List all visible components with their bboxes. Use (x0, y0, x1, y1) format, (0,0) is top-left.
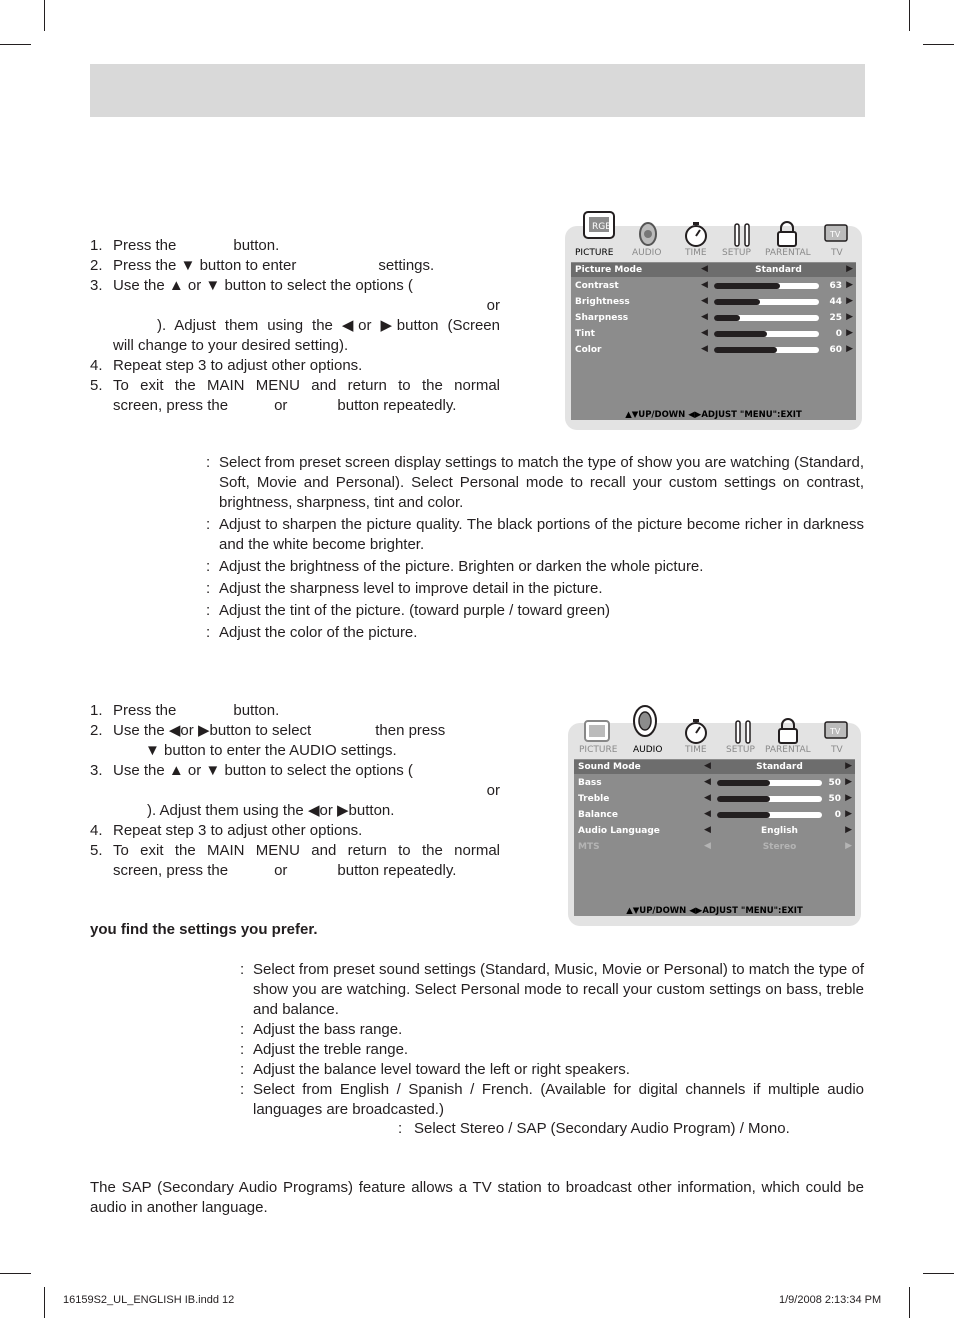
down-arrow-icon: ▼ (145, 742, 160, 759)
down-arrow-icon: ▼ (180, 257, 196, 274)
menu-row-sharpness[interactable] (571, 311, 856, 325)
step-text: button. (233, 237, 280, 254)
step-text: Press the (113, 237, 177, 254)
step-5 (90, 376, 500, 416)
lock-icon (772, 218, 802, 250)
right-arrow-icon[interactable]: ▶ (845, 809, 852, 819)
speaker-icon (628, 703, 662, 739)
slider-fill (717, 796, 770, 802)
right-arrow-icon[interactable]: ▶ (846, 296, 853, 306)
menu-row-label: Color (575, 345, 602, 355)
slider-track[interactable] (714, 331, 819, 337)
menu-row-balance[interactable] (574, 808, 855, 822)
right-arrow-icon[interactable]: ▶ (845, 825, 852, 835)
menu-row-label: MTS (578, 842, 600, 852)
tab-setup[interactable]: SETUP (726, 745, 755, 755)
description-row: : Adjust the bass range. (240, 1020, 864, 1040)
left-arrow-icon[interactable]: ◀ (701, 312, 708, 322)
menu-row-picture-mode[interactable] (571, 263, 856, 277)
left-arrow-icon[interactable]: ◀ (701, 344, 708, 354)
menu-row-value: 0 (835, 329, 842, 339)
step-text: then press (375, 722, 446, 739)
up-arrow-icon: ▲ (168, 277, 184, 294)
right-arrow-icon[interactable]: ▶ (846, 264, 853, 274)
menu-screen (571, 262, 856, 420)
step-text: or (274, 397, 288, 414)
step-text: Use the (113, 277, 165, 294)
step-number: 5. (90, 377, 103, 394)
menu-row-sound-mode[interactable] (574, 760, 855, 774)
tab-time[interactable]: TIME (685, 248, 707, 258)
description-text: Adjust the color of the picture. (219, 624, 418, 641)
description-row: : Adjust to sharpen the picture quality. The black portions of the picture become richer in darkness and the white become brighter. (206, 516, 864, 553)
slider-fill (714, 331, 767, 337)
right-arrow-icon[interactable]: ▶ (845, 761, 852, 771)
slider-track[interactable] (714, 347, 819, 353)
tab-audio[interactable]: AUDIO (632, 248, 662, 258)
description-text: Adjust the sharpness level to improve detail in the picture. (219, 580, 603, 597)
menu-row-value: 63 (829, 281, 842, 291)
step-text: button to select the options ( (224, 762, 413, 779)
description-text: Select from preset screen display settings to match the type of show you are watching (Standard, Soft, Movie and Personal). Select Personal mode to recall your custom settings on contrast, brightness, sharpness, tint and color. (219, 454, 864, 511)
menu-row-label: Sound Mode (578, 762, 641, 772)
step-number: 5. (90, 842, 103, 859)
menu-row-value: 50 (828, 778, 841, 788)
menu-row-label: Treble (578, 794, 610, 804)
step-1 (90, 236, 500, 256)
step-text: Repeat step 3 to adjust other options. (113, 822, 363, 839)
slider-track[interactable] (714, 315, 819, 321)
menu-row-value: 0 (834, 810, 841, 820)
down-arrow-icon: ▼ (205, 762, 221, 779)
description-text: Adjust the brightness of the picture. Brighten or darken the whole picture. (219, 558, 704, 575)
crop-mark (44, 1287, 45, 1318)
description-row: : Select from preset screen display settings to match the type of show you are watching (Standard, Soft, Movie and Personal). Select Personal mode to recall your custom settings on contrast, brightness, sharpness, tint and color. (206, 454, 864, 511)
description-row: : Adjust the balance level toward the left or right speakers. (240, 1060, 864, 1080)
down-arrow-icon: ▼ (205, 277, 221, 294)
menu-row-audio-language[interactable] (574, 824, 855, 838)
step-number: 3. (90, 277, 103, 294)
step-text: settings. (378, 257, 435, 274)
right-arrow-icon[interactable]: ▶ (845, 793, 852, 803)
description-text: Select Stereo / SAP (Secondary Audio Program) / Mono. (414, 1120, 790, 1137)
step-3 (90, 276, 500, 356)
step-2 (90, 256, 500, 276)
tools-icon (728, 715, 758, 747)
up-arrow-icon: ▲ (168, 762, 184, 779)
tab-picture[interactable]: PICTURE (579, 745, 618, 755)
description-row: : Adjust the brightness of the picture. Brighten or darken the whole picture. (206, 557, 864, 577)
crop-mark (909, 0, 910, 31)
crop-mark (923, 1273, 954, 1274)
step-text: button repeatedly. (337, 397, 457, 414)
menu-footer-hint: ▲▼UP/DOWN ◀▶ADJUST "MENU":EXIT (625, 410, 802, 420)
step-number: 4. (90, 357, 103, 374)
step-number: 4. (90, 822, 103, 839)
menu-row-brightness[interactable] (571, 295, 856, 309)
right-arrow-icon[interactable]: ▶ (846, 312, 853, 322)
description-text: Adjust to sharpen the picture quality. The black portions of the picture become richer in darkness and the white become brighter. (219, 516, 864, 553)
step-2 (90, 721, 500, 761)
menu-row-label: Bass (578, 778, 602, 788)
description-text: Adjust the balance level toward the left or right speakers. (253, 1061, 630, 1078)
description-row: : Adjust the treble range. (240, 1040, 864, 1060)
step-text: or (187, 762, 202, 779)
sap-text: The SAP (Secondary Audio Programs) feature allows a TV station to broadcast other information, which could be audio in another language. (90, 1179, 864, 1216)
slider-track[interactable] (717, 780, 822, 786)
menu-row-color[interactable] (571, 343, 856, 357)
slider-track[interactable] (717, 796, 822, 802)
picture-menu-osd (565, 222, 862, 430)
crop-mark (44, 0, 45, 31)
svg-text:TV: TV (830, 230, 841, 239)
step-number: 2. (90, 722, 103, 739)
description-row: : Adjust the color of the picture. (206, 623, 864, 643)
step-text: button repeatedly. (337, 862, 457, 879)
audio-descriptions (240, 960, 864, 1120)
lock-icon (773, 715, 803, 747)
step-text: ). Adjust them using the (147, 802, 304, 819)
description-text: Adjust the treble range. (253, 1041, 409, 1058)
tab-tv[interactable]: TV (831, 248, 843, 258)
description-text: Adjust the tint of the picture. (toward purple / toward green) (219, 602, 611, 619)
left-arrow-icon[interactable]: ◀ (704, 777, 711, 787)
tab-tv[interactable]: TV (831, 745, 843, 755)
menu-row-label: Balance (578, 810, 618, 820)
step-text: To exit the MAIN MENU and return to the normal (113, 842, 500, 859)
right-arrow-icon[interactable]: ▶ (846, 328, 853, 338)
left-arrow-icon: ◀ (307, 802, 320, 819)
stopwatch-icon (681, 715, 711, 747)
right-arrow-icon: ▶ (337, 802, 349, 819)
step-text: or (486, 782, 500, 799)
step-text: screen, press the (113, 862, 229, 879)
slider-fill (714, 347, 777, 353)
crop-mark (909, 1287, 910, 1318)
step-5 (90, 841, 500, 881)
left-arrow-icon[interactable]: ◀ (701, 264, 708, 274)
stopwatch-icon (681, 218, 711, 250)
svg-text:RGB: RGB (592, 222, 612, 232)
tab-audio[interactable]: AUDIO (633, 745, 663, 755)
description-row: : Adjust the tint of the picture. (toward purple / toward green) (206, 601, 864, 621)
crop-mark (923, 44, 954, 45)
step-number: 1. (90, 702, 103, 719)
tab-parental[interactable]: PARENTAL (765, 745, 811, 755)
step-text: To exit the MAIN MENU and return to the normal (113, 377, 500, 394)
slider-track[interactable] (717, 812, 822, 818)
menu-row-label: Audio Language (578, 826, 660, 836)
tools-icon (727, 218, 757, 250)
description-row: : Adjust the sharpness level to improve detail in the picture. (206, 579, 864, 599)
sap-paragraph (90, 1178, 864, 1218)
step-number: 3. (90, 762, 103, 779)
tv-icon (821, 218, 851, 250)
right-arrow-icon[interactable]: ▶ (845, 777, 852, 787)
menu-row-value: Standard (756, 762, 803, 772)
picture-icon (582, 715, 612, 747)
slider-fill (714, 299, 760, 305)
right-arrow-icon[interactable]: ▶ (846, 280, 853, 290)
left-arrow-icon: ◀ (168, 722, 181, 739)
step-text: button to enter (199, 257, 297, 274)
menu-row-value: 25 (829, 313, 842, 323)
right-arrow-icon: ▶ (845, 841, 852, 851)
tab-picture[interactable]: PICTURE (575, 248, 614, 258)
left-arrow-icon[interactable]: ◀ (704, 793, 711, 803)
slider-fill (717, 812, 770, 818)
step-number: 2. (90, 257, 103, 274)
file-info: 16159S2_UL_ENGLISH IB.indd 12 (63, 1294, 235, 1306)
left-arrow-icon[interactable]: ◀ (704, 809, 711, 819)
tv-icon (821, 715, 851, 747)
step-text: or (274, 862, 288, 879)
description-row: : Select Stereo / SAP (Secondary Audio Program) / Mono. (398, 1119, 868, 1139)
tab-setup[interactable]: SETUP (722, 248, 751, 258)
slider-fill (717, 780, 770, 786)
left-arrow-icon: ◀ (341, 317, 359, 334)
menu-row-value: English (761, 826, 798, 836)
menu-row-label: Picture Mode (575, 265, 643, 275)
step-text: Use the (113, 762, 165, 779)
step-text: button to enter the AUDIO settings. (164, 742, 397, 759)
step-text: or (319, 802, 333, 819)
slider-fill (714, 283, 780, 289)
svg-text:TV: TV (830, 727, 841, 736)
print-timestamp: 1/9/2008 2:13:34 PM (779, 1294, 882, 1306)
slider-track[interactable] (714, 299, 819, 305)
step-text: Press the (113, 257, 177, 274)
menu-row-treble[interactable] (574, 792, 855, 806)
description-text: Select from English / Spanish / French. (Available for digital channels if multiple audio languages are broadcasted.) (253, 1081, 864, 1118)
audio-steps (90, 701, 500, 881)
step-text: button. (233, 702, 280, 719)
menu-row-contrast[interactable] (571, 279, 856, 293)
step-text: Repeat step 3 to adjust other options. (113, 357, 363, 374)
picture-descriptions (206, 453, 864, 645)
crop-mark (0, 1273, 31, 1274)
step-text: or (187, 277, 202, 294)
menu-footer-hint: ▲▼UP/DOWN ◀▶ADJUST "MENU":EXIT (626, 906, 803, 916)
mts-description (398, 1119, 868, 1141)
menu-row-value: Stereo (762, 842, 797, 852)
header-bar (90, 64, 865, 117)
description-row: : Select from English / Spanish / French. (Available for digital channels if multiple audio languages are broadcasted.) (240, 1081, 864, 1118)
step-text: button. (348, 802, 395, 819)
step-text: or (180, 722, 194, 739)
menu-row-value: 60 (829, 345, 842, 355)
menu-row-mts (574, 840, 855, 854)
description-row: : Select from preset sound settings (Standard, Music, Movie or Personal) to match the type of show you are watching. Select Personal mode to recall your custom settings on bass, treble and balance. (240, 961, 864, 1018)
step-text: ). Adjust them using the (157, 317, 333, 334)
description-text: Select from preset sound settings (Standard, Music, Movie or Personal) to match the type of show you are watching. Select Personal mode to recall your custom settings on bass, treble and balance. (253, 961, 864, 1018)
step-1 (90, 701, 500, 721)
tab-time[interactable]: TIME (685, 745, 707, 755)
step-text: Press the (113, 702, 177, 719)
left-arrow-icon[interactable]: ◀ (701, 328, 708, 338)
menu-row-tint[interactable] (571, 327, 856, 341)
step-text: or (486, 297, 500, 314)
left-arrow-icon[interactable]: ◀ (704, 825, 711, 835)
right-arrow-icon: ▶ (380, 317, 397, 334)
tip-text: you find the settings you prefer. (90, 921, 318, 938)
step-text: Use the (113, 722, 165, 739)
menu-row-label: Brightness (575, 297, 630, 307)
description-text: Adjust the bass range. (253, 1021, 403, 1038)
slider-track[interactable] (714, 283, 819, 289)
step-text: button (Screen (396, 317, 500, 334)
step-text: or (358, 317, 372, 334)
menu-row-bass[interactable] (574, 776, 855, 790)
crop-mark (0, 44, 31, 45)
step-number: 1. (90, 237, 103, 254)
step-4 (90, 821, 500, 841)
speaker-icon (633, 218, 663, 250)
menu-row-value: 44 (829, 297, 842, 307)
slider-fill (714, 315, 740, 321)
menu-row-label: Sharpness (575, 313, 629, 323)
left-arrow-icon[interactable]: ◀ (701, 280, 708, 290)
step-4 (90, 356, 500, 376)
audio-menu-osd (568, 723, 861, 926)
menu-row-label: Tint (575, 329, 595, 339)
step-text: button to select (209, 722, 312, 739)
step-text: button to select the options ( (224, 277, 413, 294)
right-arrow-icon[interactable]: ▶ (846, 344, 853, 354)
picture-steps (90, 236, 500, 416)
step-text: screen, press the (113, 397, 229, 414)
step-3 (90, 761, 500, 821)
picture-icon (582, 208, 616, 242)
left-arrow-icon[interactable]: ◀ (701, 296, 708, 306)
right-arrow-icon: ▶ (197, 722, 210, 739)
menu-row-value: 50 (828, 794, 841, 804)
left-arrow-icon[interactable]: ◀ (704, 761, 711, 771)
tab-parental[interactable]: PARENTAL (765, 248, 811, 258)
step-text: will change to your desired setting). (113, 337, 349, 354)
menu-screen (574, 759, 855, 916)
menu-row-value: Standard (755, 265, 802, 275)
left-arrow-icon: ◀ (704, 841, 711, 851)
menu-row-label: Contrast (575, 281, 619, 291)
